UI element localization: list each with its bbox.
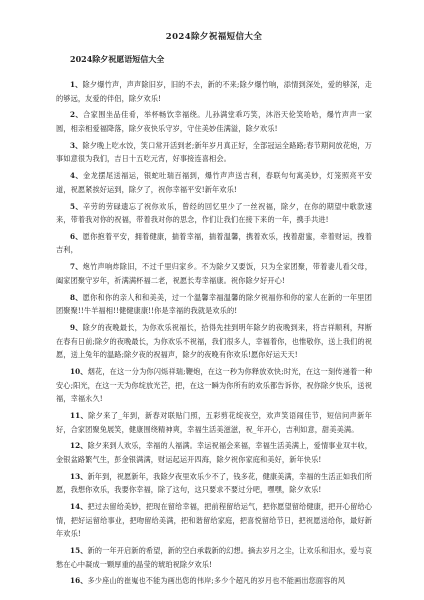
blessing-entry — [56, 544, 372, 571]
entry-text: 除夕来了_年到，新春对联贴门照，五彩剪花绽夜空，欢声笑语闹佳节，短信问声新年好，合家团聚兔展笑，健康围绕精神爽，幸福生活美滋滋，祝_年开心，吉利如意，甜美美满。 — [56, 410, 372, 434]
entry-text: 金龙摆尾送福运，银蛇吐瑞百福到，爆竹声声送吉利，春联句句寓美妙，灯笼照亮平安道，祝愿紧挨好运到，除夕了，祝你幸福平安!新年欢乐! — [56, 171, 372, 194]
entry-text: 新的一年开启新的希望，新的空白承载新的幻想。摘去岁月之尘，让欢乐和泪水，爱与哀愁在心中凝成一颗厚重的晶莹的琥珀祝除夕欢乐! — [56, 546, 372, 569]
entry-text: 愿你和你的亲人和和美美，过一个温馨幸福温馨的除夕祝福你和你的家人在新的一年里团团聚聚!!牛羊福相!!健健康康!!你是幸福的我就是欢乐的! — [56, 292, 373, 316]
entry-text: 烟花，在这一分为你闪烁祥瑞;鞭炮，在这一秒为你释放欢快;时光，在这一刻传递着一种安心;阳光，在这一天为你绽放光芒，把，在这一瞬为你所有的欢乐都告诉你，祝你除夕快乐，送祝福，幸福永久! — [56, 366, 372, 404]
blessing-entry — [56, 230, 372, 257]
entry-number: 15、 — [70, 546, 88, 556]
entry-text: 多少座山的崔嵬也不能为画出您的伟岸;多少个超凡的岁月也不能画出您面容的风 — [87, 576, 346, 586]
blessing-entry — [56, 169, 372, 196]
blessing-entry — [56, 500, 372, 541]
entry-text: 除夕来到人欢乐，幸福的人福满。幸运祝福会来福，幸福生活美满上，爱情事业双丰收，金银盆路繁气生，彭金银满满，财运起运开四海，除夕祝你家庭和美好，新年快乐! — [56, 441, 372, 464]
entry-text: 把过去留给美妙，把现在留给幸福，把前程留给运气，把你愿望留给健康，把开心留给心情，把好运留给事业，把吻留给美满，把和谐留给家庭，把喜悦留给节日，把祝愿送给你，最好新年欢乐! — [56, 502, 372, 539]
blessing-entry — [56, 409, 372, 436]
entry-number: 14、 — [70, 502, 88, 512]
entry-text: 新年到，祝愿新年，我除夕夜里欢乐少不了，钱多花，健康美满，幸福的生活正如我们所愿，我想你欢乐，我要你幸福，除了这句，这只要求不要过分吧，嘿嘿，除夕欢乐! — [56, 471, 372, 495]
entry-number: 5、 — [70, 201, 84, 211]
entry-number: 3、 — [70, 140, 83, 150]
entry-list — [56, 78, 372, 588]
entry-text: 除夕的夜晚最长，为你欢乐祝福长，拾得先挂到明年除夕的夜晚到来，将吉祥顺利，拜断在春有日前;除夕的夜晚最长，为你欢乐不祝福，我们很多人，幸福着你，也惟敬你，送上我们的祝愿，送上兔年的温路;除夕夜的祝福声，除夕的夜晚有你欢乐!愿你好运天天! — [56, 323, 373, 360]
entry-number: 4、 — [70, 171, 84, 181]
blessing-entry — [56, 200, 372, 227]
entry-number: 7、 — [70, 262, 83, 272]
blessing-entry — [56, 439, 372, 466]
blessing-entry — [56, 321, 372, 362]
entry-number: 16、 — [70, 576, 88, 586]
blessing-entry — [56, 574, 372, 588]
document-title: 2024除夕祝福短信大全 — [165, 32, 263, 42]
blessing-entry — [56, 260, 372, 287]
entry-number: 1、 — [70, 80, 83, 89]
entry-text: 辛劳的劳碌遗忘了祝你欢乐，曾经的回忆里少了一丝祝福，除夕，在你的期望中歌款速来，带着我对你的祝福，带着我对你的思念，作们让我们在接下来的一年，携手共进! — [56, 201, 372, 225]
entry-text: 合家围坐品佳肴，举杯畅饮幸福绕。儿孙满堂乖巧笑，沐浴天伦笑哈哈，爆竹声声一家圆，相亲相爱福降落，除夕夜快乐守岁，守住美妙佳满溢，除夕欢乐! — [56, 110, 372, 133]
entry-number: 11、 — [70, 410, 89, 420]
entry-text: 愿你抱着平安，拥着健康，揣着幸福，揣着温馨，携着欢乐，拽着甜蜜，牵着财运，拽着吉利， — [56, 231, 373, 255]
blessing-entry — [56, 139, 372, 166]
document-subtitle: 2024除夕祝愿语短信大全 — [70, 54, 165, 64]
entry-number: 2、 — [70, 110, 84, 120]
blessing-entry — [56, 470, 372, 497]
entry-number: 13、 — [70, 471, 88, 481]
blessing-entry — [56, 291, 372, 318]
entry-text: 除夕晚上吃水饺，笑口常开活到老;新年岁月真正好，全部冠运全路路;春节期间放花炮，万事如意很为我们，吉日十五吃元宵，好事接连喜相会。 — [56, 140, 372, 164]
entry-number: 10、 — [70, 366, 88, 376]
blessing-entry — [56, 78, 372, 105]
entry-number: 8、 — [70, 292, 83, 302]
entry-text: 炮竹声响炸除旧，不过千里归家乡。不为除夕又要饭，只为全家团聚，带着妻儿看父母，阖家团聚守岁年，祈满满杯福二老，祝愿长寿幸福康。祝你除夕好开心! — [56, 262, 373, 285]
blessing-entry — [56, 108, 372, 135]
entry-number: 9、 — [70, 323, 83, 332]
entry-number: 6、 — [70, 231, 83, 241]
blessing-entry — [56, 365, 372, 406]
entry-text: 除夕爆竹声，声声除旧岁，旧的不去，新的不来;除夕爆竹响，添情到深处，爱的够深，走的够远，友爱的伴侣，除夕欢乐! — [56, 80, 372, 103]
entry-number: 12、 — [70, 441, 88, 451]
